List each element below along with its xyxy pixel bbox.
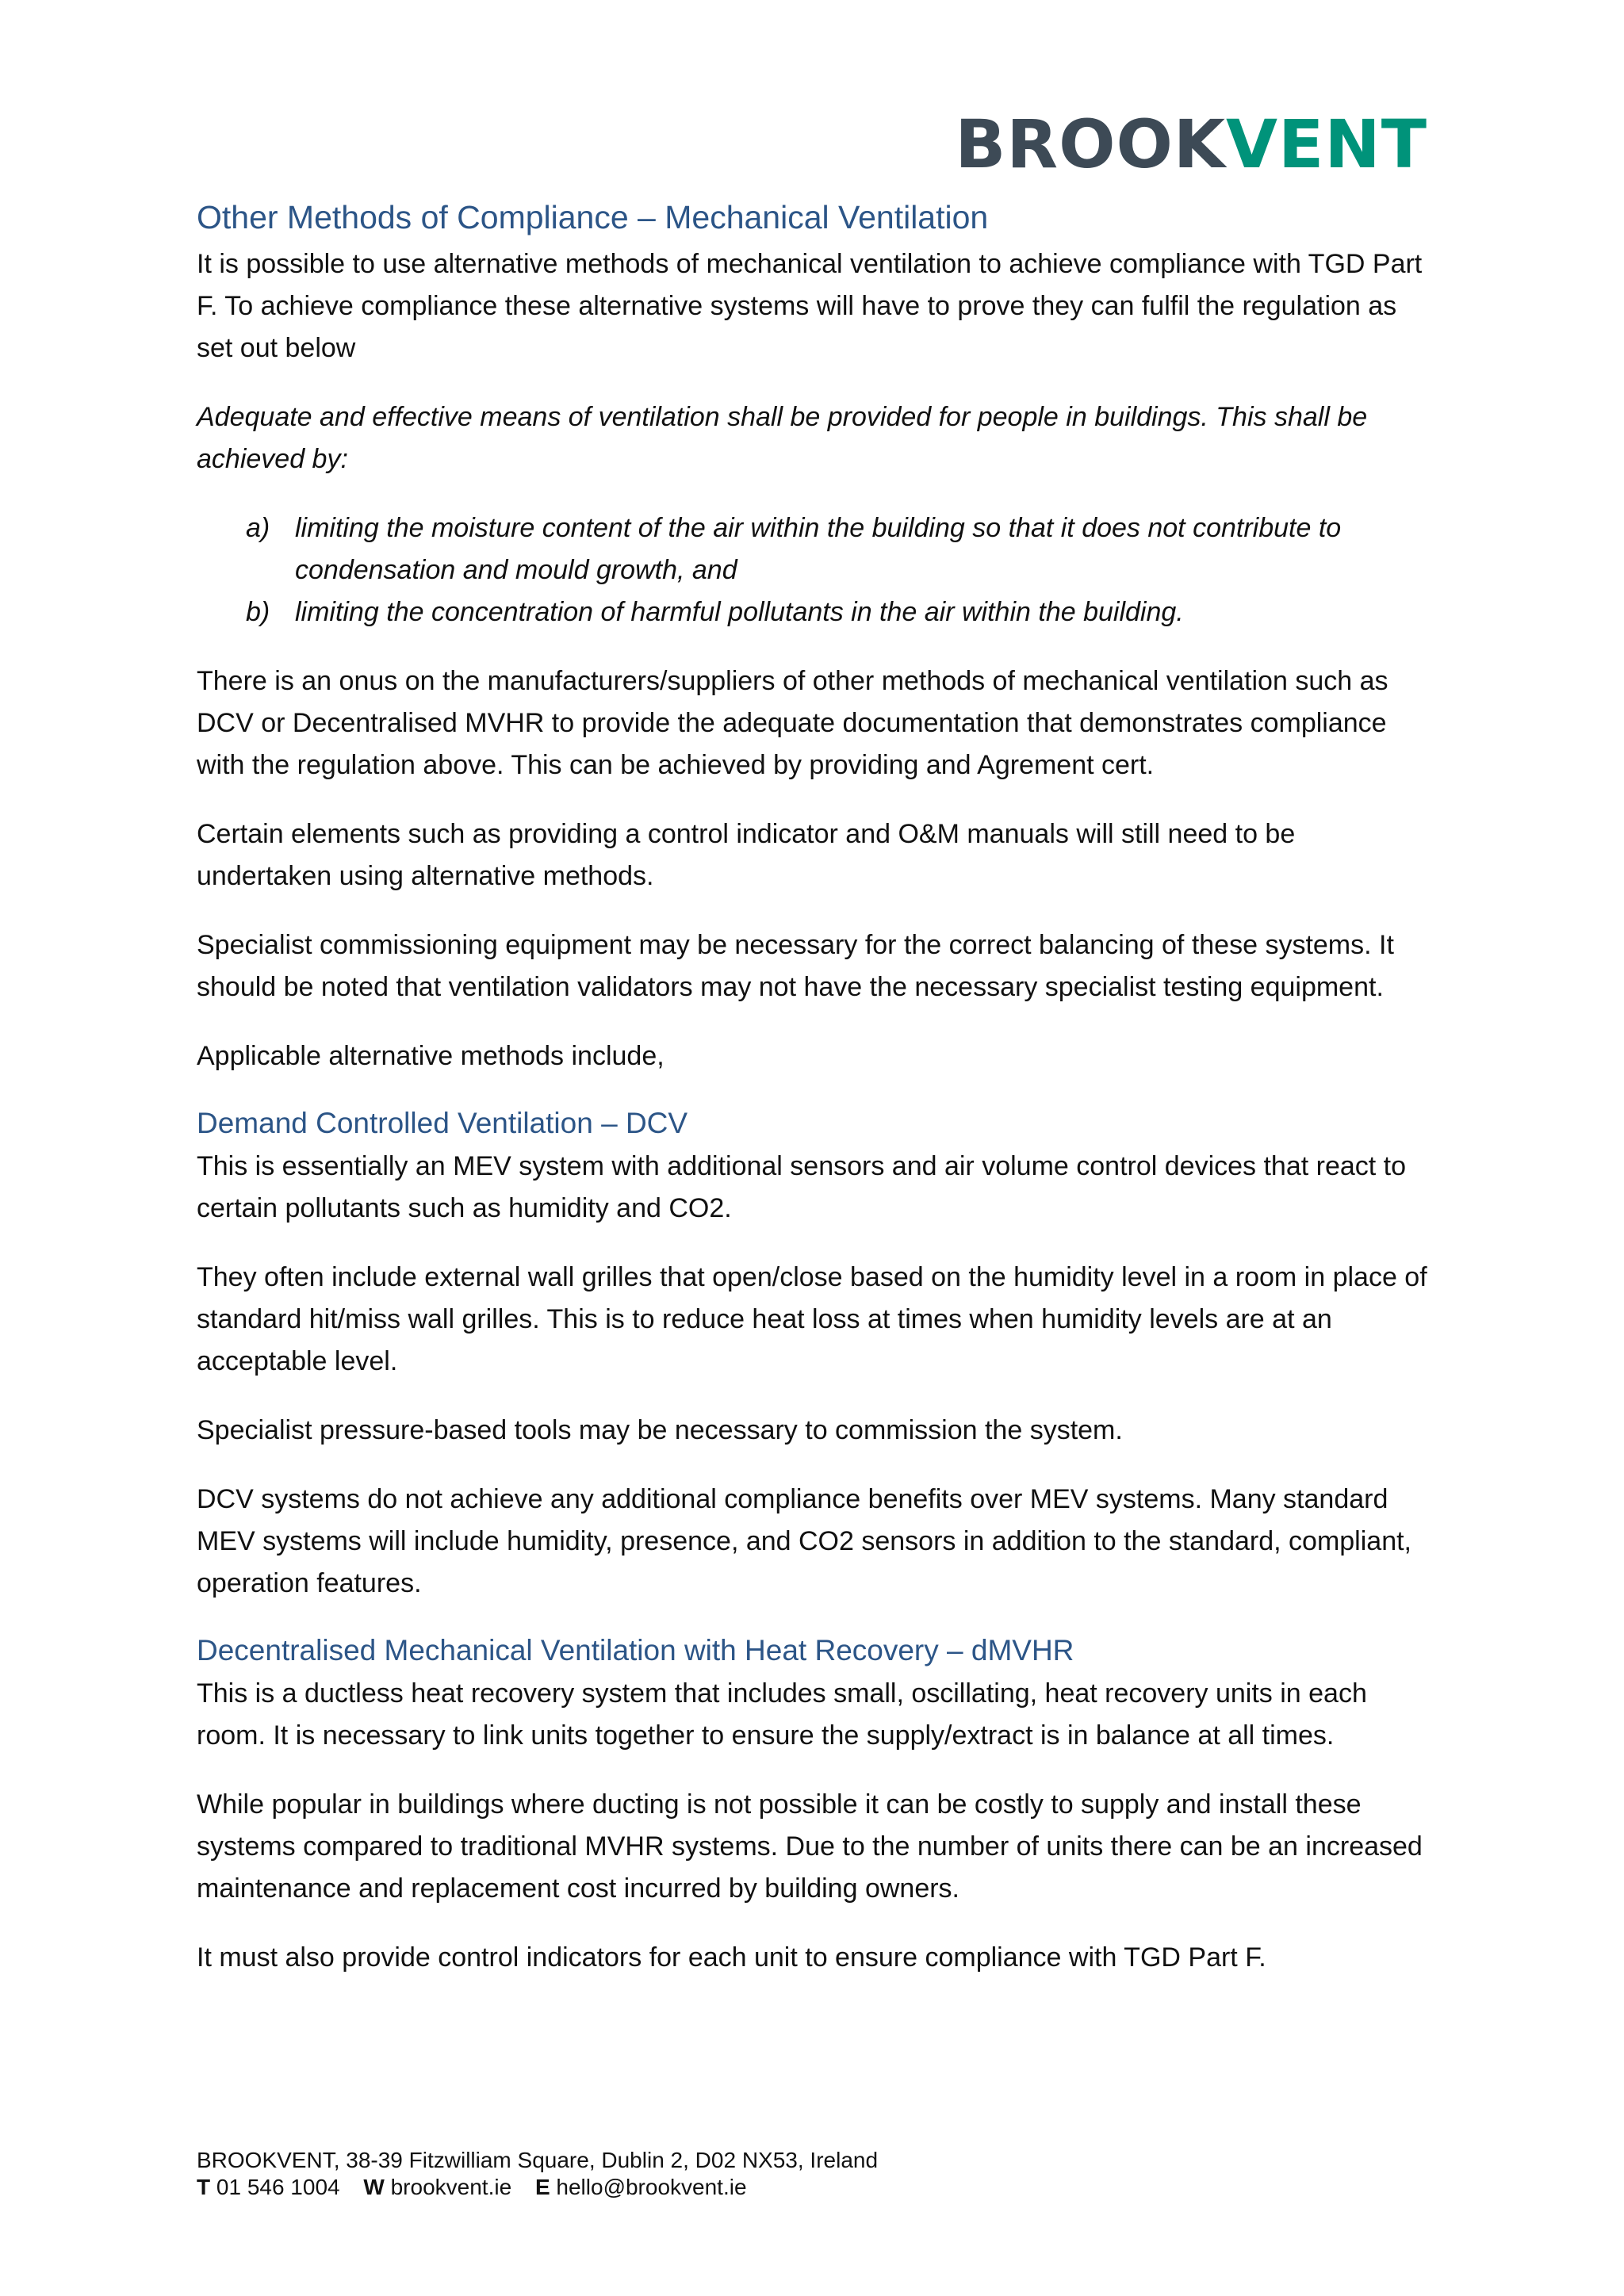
footer-phone: 01 546 1004 [216,2175,340,2199]
phone-label: T [197,2175,211,2199]
logo-vent: VENT [1226,105,1427,183]
page-footer [197,2147,878,2201]
dcv-paragraph: DCV systems do not achieve any additional compliance benefits over MEV systems. Many standard MEV systems will include humidity, presence, and CO2 sensors in addition to the standard, compliant, operation features. [197,1484,1411,1599]
page-content [197,197,1434,2006]
web-label: W [363,2175,385,2199]
dcv-paragraph: Specialist pressure-based tools may be necessary to commission the system. [197,1415,1123,1446]
dmvhr-heading: Decentralised Mechanical Ventilation with Heat Recovery – dMVHR [197,1634,1074,1667]
elements-paragraph: Certain elements such as providing a control indicator and O&M manuals will still need to be undertaken using alternative methods. [197,819,1296,892]
onus-paragraph: There is an onus on the manufacturers/suppliers of other methods of mechanical ventilation such as DCV or Decentralised MVHR to provide the adequate documentation that demonstrates compliance with the regulation above. This can be achieved by providing and Agrement cert. [197,666,1388,781]
list-item [246,507,1434,591]
dcv-section [197,1104,1434,1605]
dmvhr-paragraph: It must also provide control indicators for each unit to ensure compliance with TGD Part F. [197,1942,1266,1973]
list-marker: b) [246,597,270,628]
footer-email-link[interactable]: hello@brookvent.ie [556,2175,747,2199]
dcv-paragraph: This is essentially an MEV system with additional sensors and air volume control devices that react to certain pollutants such as humidity and CO2. [197,1151,1407,1224]
dmvhr-paragraph: While popular in buildings where ducting is not possible it can be costly to supply and install these systems compared to traditional MVHR systems. Due to the number of units there can be an increased maintenance and replacement cost incurred by building owners. [197,1789,1423,1904]
dcv-paragraph: They often include external wall grilles that open/close based on the humidity level in a room in place of standard hit/miss wall grilles. This is to reduce heat loss at times when humidity levels are at an acceptable level. [197,1262,1427,1377]
email-label: E [534,2175,550,2199]
footer-address: BROOKVENT, 38-39 Fitzwilliam Square, Dublin 2, D02 NX53, Ireland [197,2148,879,2172]
applicable-methods-paragraph: Applicable alternative methods include, [197,1041,665,1072]
footer-web-link[interactable]: brookvent.ie [390,2175,512,2199]
logo-brook: BROOK [955,105,1226,183]
commissioning-paragraph: Specialist commissioning equipment may be necessary for the correct balancing of these systems. It should be noted that ventilation validators may not have the necessary specialist testing equipment. [197,930,1394,1003]
list-marker: a) [246,513,270,544]
dmvhr-paragraph: This is a ductless heat recovery system that includes small, oscillating, heat recovery units in each room. It is necessary to link units together to ensure the supply/extract is in balance at all times. [197,1678,1367,1751]
dcv-heading: Demand Controlled Ventilation – DCV [197,1107,688,1140]
regulation-list [197,507,1434,633]
dmvhr-section [197,1632,1434,1979]
brookvent-logo [955,105,1427,183]
main-heading: Other Methods of Compliance – Mechanical Ventilation [197,199,989,235]
footer-contact [197,2174,878,2201]
intro-paragraph: It is possible to use alternative methods of mechanical ventilation to achieve compliance with TGD Part F. To achieve compliance these alternative systems will have to prove they can fulfil the regulation as set out below [197,249,1423,364]
list-item-text: limiting the moisture content of the air within the building so that it does not contribute to condensation and mould growth, and [295,513,1342,586]
list-item-text: limiting the concentration of harmful pollutants in the air within the building. [295,597,1184,628]
list-item [246,591,1434,633]
regulation-text: Adequate and effective means of ventilation shall be provided for people in buildings. This shall be achieved by: [197,402,1368,475]
